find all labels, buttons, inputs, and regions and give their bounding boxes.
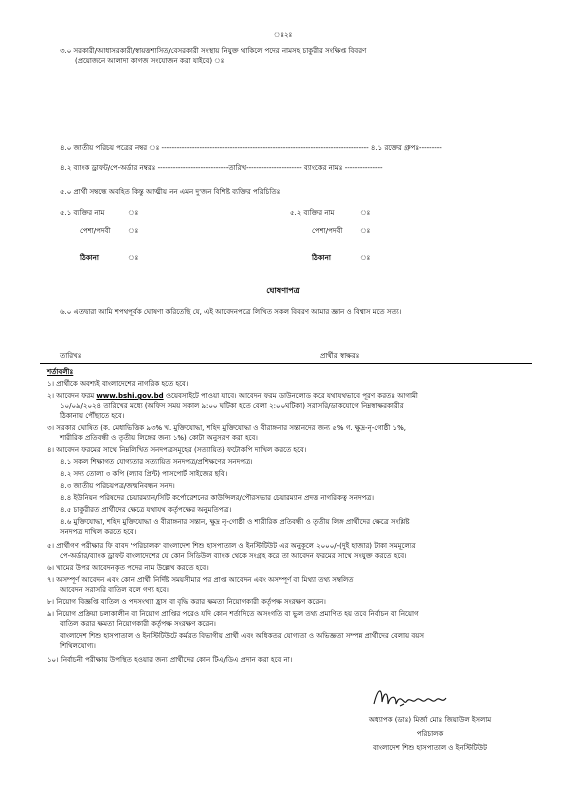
condition-4-1: ৪.১ সকল শিক্ষাগত যোগ্যতার সত্যায়িত সনদপত্র/প্রশিক্ষণের সনদপত্র। (60, 458, 253, 466)
director-signature (370, 682, 460, 712)
reference-1-address-label: ঠিকানা (80, 254, 99, 262)
condition-4-3: ৪.৩ জাতীয় পরিচয়পত্র/জন্মনিবন্ধন সনদ। (60, 482, 175, 490)
condition-3-line-2: শারীরিক প্রতিবন্ধী ও তৃতীয় লিঙ্গের জন্য ১%) কোটা অনুসরণ করা হবে। (60, 434, 258, 442)
condition-6: ৬। খামের উপর আবেদনকৃত পদের নাম উল্লেখ করতে হবে। (47, 564, 209, 572)
condition-9-line-2: বাতিল করার ক্ষমতা নিয়োগকারী কর্তৃপক্ষ সংরক্ষণ করেন। (60, 620, 216, 628)
condition-4-6-line-2: সনদপত্র দাখিল করতে হবে। (60, 528, 137, 536)
reference-2-occupation-colon: ঃ (360, 227, 371, 235)
condition-3-line-1: ৩। সরকার ঘোষিত (ক. মেধাভিত্তিক ৯৩% খ. মুক্তিযোদ্ধা, শহিদ মুক্তিযোদ্ধা ও বীরাঙ্গনার সন্তানদের জন্য ৫% গ. ক্ষুদ্র-নৃ-গোষ্ঠী ১%, (47, 424, 406, 432)
nid-blood-group-line: ৪.০ জাতীয় পরিচয় পত্রের নম্বর ঃ ---------------------------------------------------------------------------------- ৪.১ রক্তের গ্রুপঃ--------- (60, 144, 442, 152)
condition-4-2: ৪.২ সদ্য তোলা ৩ কপি (ল্যাব প্রিন্ট) পাসপোর্ট সাইজের ছবি। (60, 470, 228, 478)
condition-4-4: ৪.৪ ইউনিয়ন পরিষদের চেয়ারম্যান/সিটি কর্পোরেশনের কাউন্সিলর/পৌরসভার চেয়ারম্যান প্রদত্ত নাগরিকত্ব সনদপত্র। (60, 494, 374, 502)
condition-4-6-line-1: ৪.৬ মুক্তিযোদ্ধা, শহিদ মুক্তিযোদ্ধা ও বীরাঙ্গনার সন্তান, ক্ষুদ্র নৃ-গোষ্ঠী ও শারীরিক প্রতিবন্ধী ও তৃতীয় লিঙ্গ প্রার্থীদের ক্ষেত্রে সংশ্লিষ্ট (60, 518, 410, 526)
declaration-text: ৬.০ এতদ্বারা আমি শপথপূর্বক ঘোষণা করিতেছি যে, এই আবেদনপত্রে লিখিত সকল বিবরণ আমার জ্ঞান ও বিশ্বাস মতে সত্য। (60, 308, 402, 316)
condition-5-line-2: পে-অর্ডার/ব্যাংক ড্রাফট বাংলাদেশের যে কোন সিডিউল ব্যাংক থেকে সংগ্রহ করে তা আবেদন ফরমের সাথে সংযুক্ত করতে হবে। (60, 552, 407, 560)
condition-9a-line-2: শিথিলযোগ্য। (60, 642, 96, 650)
condition-1: ১। প্রার্থীকে অবশ্যই বাংলাদেশের নাগরিক হতে হবে। (47, 380, 189, 388)
reference-1-occupation-colon: ঃ (128, 227, 139, 235)
applicant-signature-label: প্রার্থীর স্বাক্ষরঃ (320, 352, 360, 360)
reference-2-address-colon: ঃ (360, 254, 371, 262)
reference-1-address-colon: ঃ (128, 254, 139, 262)
conditions-title: শর্তাবলীঃ (47, 368, 74, 376)
references-heading: ৫.০ প্রার্থী সম্বন্ধে অবহিত কিন্তু আত্মীয় নন এমন দু'জন বিশিষ্ট ব্যক্তির পরিচিতিঃ (60, 188, 281, 196)
condition-8: ৮। নিয়োগ বিজ্ঞপ্তি বাতিল ও পদসংখ্যা হ্রাস বা বৃদ্ধি করার ক্ষমতা নিয়োগকারী কর্তৃপক্ষ সংরক্ষণ করেন। (47, 598, 326, 606)
condition-4-5: ৪.৫ চাকুরীরত প্রার্থীদের ক্ষেত্রে যথাযথ কর্তৃপক্ষের অনুমতিপত্র। (60, 506, 232, 514)
website-link[interactable]: www.bshi.gov.bd (96, 392, 164, 400)
bank-draft-line: ৪.২ ব্যাংক ড্রাফট/পে-অর্ডার নম্বরঃ ----------------------------তারিখ---------------------- ব্যাংকের নামঃ --------------- (60, 164, 383, 172)
condition-10: ১০। নির্বাচনী পরীক্ষায় উপস্থিত হওয়ার জন্য প্রার্থীদের কোন টিএ/ডিএ প্রদান করা হবে না। (47, 656, 293, 664)
divider-rule (40, 363, 532, 364)
date-label: তারিখঃ (60, 352, 82, 360)
condition-2-line-2: ১০/০৯/২০২৪ তারিখের মধ্যে (অফিস সময় সকাল ৯:০০ ঘটিকা হতে বেলা ২:০০ঘটিকা) সরাসরি/ডাকযোগে নিম্নস্বাক্ষরকারীর (60, 402, 404, 410)
section-3-note: (প্রয়োজনে আলাদা কাগজ সংযোজন করা যাইবে) ঃ (75, 57, 225, 65)
section-3-heading: ৩.০ সরকারী/আধাসরকারী/স্বায়ত্তশাসিত/বেসরকারী সংস্থায় নিযুক্ত থাকিলে পদের নামসহ চাকুরীর সংক্ষিপ্ত বিবরণ (60, 47, 367, 55)
reference-1-occupation-label: পেশা/পদবী (80, 227, 111, 235)
condition-2-line-1 (47, 392, 418, 401)
condition-4: ৪। আবেদন ফরমের সাথে নিম্নলিখিত সনদপত্রসমূহের (সত্যায়িত) ফটোকপি দাখিল করতে হবে। (47, 446, 307, 454)
reference-1-name-label: ৫.১ ব্যক্তির নাম (60, 209, 105, 217)
reference-1-name-colon: ঃ (128, 209, 139, 217)
condition-2-prefix: ২। আবেদন ফরম (47, 392, 95, 400)
page-number: ঃ২ঃ (273, 31, 293, 39)
condition-2-line-3: ঠিকানায় পৌঁছাতে হবে। (60, 412, 125, 420)
condition-9a-line-1: বাংলাদেশ শিশু হাসপাতাল ও ইনস্টিটিউটে কর্মরত বিভাগীয় প্রার্থী এবং অধিকতর যোগ্যতা ও অভিজ্ঞতা সম্পন্ন প্রার্থীদের বেলায় বয়স (60, 632, 425, 640)
declaration-title: ঘোষণাপত্র (266, 286, 300, 295)
condition-2-rest: ওয়েবসাইটে পাওয়া যাবে। আবেদন ফরম ডাউনলোড করে যথাযথভাবে পূরণ করতঃ আগামী (165, 392, 418, 400)
condition-9-line-1: ৯। নিয়োগ প্রক্রিয়া চলাকালীন বা নিয়োগ প্রাপ্তির পরেও যদি কোন শর্তাদিতে অসংগতি বা ভুল তথ্য প্রমাণিত হয় তবে নির্বাচন বা নিয়োগ (47, 610, 419, 618)
signatory-title: পরিচালক (416, 730, 444, 738)
reference-2-name-label: ৫.২ ব্যক্তির নাম (290, 209, 335, 217)
signatory-name: অধ্যাপক (ডাঃ) মির্জা মোঃ জিয়াউল ইসলাম (368, 716, 492, 724)
condition-7-line-1: ৭। অসম্পূর্ণ আবেদন এবং কোন প্রার্থী নির্দিষ্ট সময়সীমার পর প্রাপ্ত আবেদন এবং অসম্পূর্ণ বা মিথ্যা তথ্য সম্বলিত (47, 576, 354, 584)
condition-7-line-2: আবেদন সরাসরি বাতিল বলে গণ্য হবে। (60, 586, 169, 594)
condition-5-line-1: ৫। প্রার্থীগণ পরীক্ষার ফি বাবদ 'পরিচালক' বাংলাদেশ শিশু হাসপাতাল ও ইনস্টিটিউট এর অনুকূলে ২০০০/-(দুই হাজার) টাকা সমমূল্যের (47, 542, 416, 550)
reference-2-address-label: ঠিকানা (312, 254, 331, 262)
signatory-organization: বাংলাদেশ শিশু হাসপাতাল ও ইনস্টিটিউট (373, 744, 487, 752)
reference-2-name-colon: ঃ (360, 209, 371, 217)
reference-2-occupation-label: পেশা/পদবী (312, 227, 343, 235)
